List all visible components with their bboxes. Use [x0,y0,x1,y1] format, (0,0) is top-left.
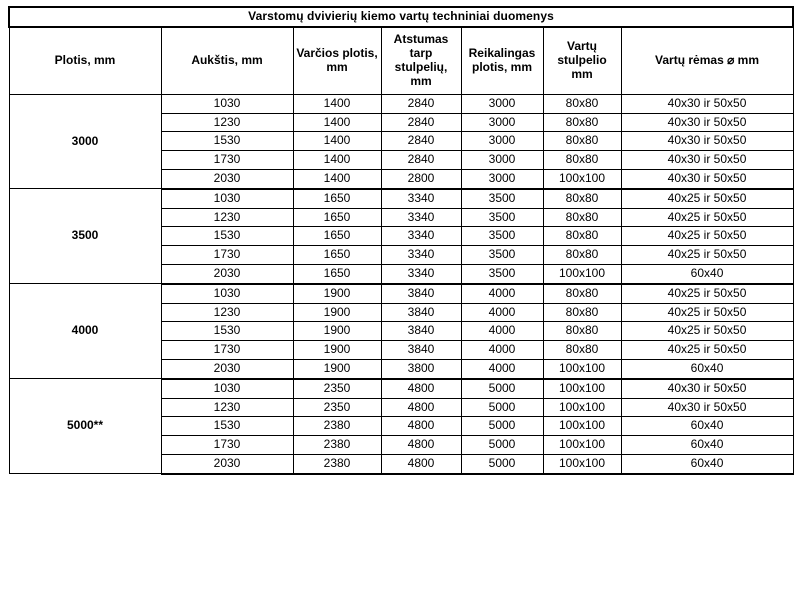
page-title: Varstomų dvivierių kiemo vartų techniniai duomenys [9,7,793,27]
cell-gate-frame: 40x25 ir 50x50 [621,208,793,227]
cell-post-distance: 4800 [381,454,461,473]
cell-gate-post: 100x100 [543,398,621,417]
cell-gate-post: 80x80 [543,113,621,132]
cell-gate-frame: 40x25 ir 50x50 [621,227,793,246]
cell-required-width: 4000 [461,322,543,341]
table-row [9,379,793,398]
cell-required-width: 5000 [461,398,543,417]
cell-leaf-width: 1650 [293,264,381,283]
cell-gate-post: 100x100 [543,264,621,283]
cell-height: 1730 [161,436,293,455]
cell-post-distance: 3800 [381,359,461,378]
cell-leaf-width: 2380 [293,417,381,436]
cell-leaf-width: 1400 [293,169,381,188]
cell-height: 1730 [161,151,293,170]
cell-height: 1030 [161,379,293,398]
cell-gate-post: 80x80 [543,189,621,208]
cell-height: 1530 [161,132,293,151]
cell-post-distance: 4800 [381,398,461,417]
cell-leaf-width: 1650 [293,189,381,208]
cell-required-width: 5000 [461,417,543,436]
cell-gate-frame: 40x30 ir 50x50 [621,94,793,113]
cell-required-width: 5000 [461,379,543,398]
cell-gate-frame: 40x30 ir 50x50 [621,398,793,417]
cell-gate-frame: 40x25 ir 50x50 [621,322,793,341]
cell-leaf-width: 1650 [293,208,381,227]
cell-required-width: 3500 [461,189,543,208]
cell-leaf-width: 2380 [293,454,381,473]
cell-required-width: 5000 [461,436,543,455]
column-header-gate-post-label: Vartų stulpelio mm [557,39,607,81]
cell-height: 1730 [161,246,293,265]
cell-gate-frame: 40x30 ir 50x50 [621,132,793,151]
table-row [9,284,793,303]
cell-required-width: 4000 [461,359,543,378]
cell-height: 1230 [161,303,293,322]
cell-height: 1530 [161,322,293,341]
row-group-width: 4000 [9,284,161,379]
cell-leaf-width: 1400 [293,151,381,170]
cell-leaf-width: 1400 [293,132,381,151]
cell-leaf-width: 1650 [293,227,381,246]
column-header-gate-frame [621,27,793,95]
cell-gate-post: 80x80 [543,227,621,246]
cell-height: 1030 [161,189,293,208]
column-header-gate-frame-label: Vartų rėmas [655,52,724,67]
cell-gate-frame: 40x30 ir 50x50 [621,379,793,398]
column-header-required-width: Reikalingas plotis, mm [461,27,543,95]
cell-required-width: 3500 [461,208,543,227]
cell-gate-post: 80x80 [543,151,621,170]
diameter-icon: ⌀ [727,52,735,67]
cell-gate-frame: 40x30 ir 50x50 [621,169,793,188]
column-header-height: Aukštis, mm [161,27,293,95]
column-header-frame-unit: mm [737,52,760,67]
cell-height: 2030 [161,264,293,283]
cell-required-width: 3000 [461,151,543,170]
cell-gate-post: 100x100 [543,436,621,455]
cell-post-distance: 3840 [381,322,461,341]
cell-gate-post: 80x80 [543,284,621,303]
column-header-width: Plotis, mm [9,27,161,95]
cell-height: 1030 [161,94,293,113]
cell-gate-post: 80x80 [543,322,621,341]
cell-post-distance: 2840 [381,113,461,132]
cell-gate-post: 100x100 [543,454,621,473]
cell-post-distance: 4800 [381,417,461,436]
cell-gate-post: 80x80 [543,341,621,360]
cell-leaf-width: 1400 [293,113,381,132]
cell-gate-frame: 40x30 ir 50x50 [621,113,793,132]
cell-post-distance: 2840 [381,94,461,113]
cell-required-width: 3500 [461,264,543,283]
cell-leaf-width: 1900 [293,359,381,378]
cell-leaf-width: 1900 [293,341,381,360]
cell-leaf-width: 1900 [293,322,381,341]
cell-gate-post: 100x100 [543,169,621,188]
cell-leaf-width: 2350 [293,379,381,398]
cell-gate-frame: 40x25 ir 50x50 [621,303,793,322]
cell-required-width: 5000 [461,454,543,473]
cell-height: 1030 [161,284,293,303]
cell-leaf-width: 2350 [293,398,381,417]
column-header-gate-post [543,27,621,95]
cell-post-distance: 3340 [381,246,461,265]
cell-required-width: 3000 [461,132,543,151]
technical-data-table [8,6,794,475]
cell-gate-frame: 40x25 ir 50x50 [621,189,793,208]
cell-required-width: 4000 [461,341,543,360]
table-row [9,189,793,208]
cell-gate-frame: 60x40 [621,359,793,378]
table-title-row [9,7,793,27]
cell-gate-post: 80x80 [543,303,621,322]
cell-post-distance: 2840 [381,132,461,151]
cell-gate-frame: 40x25 ir 50x50 [621,341,793,360]
cell-height: 1230 [161,398,293,417]
cell-gate-post: 80x80 [543,246,621,265]
cell-leaf-width: 1900 [293,303,381,322]
cell-required-width: 3000 [461,113,543,132]
column-header-leaf-width: Varčios plotis, mm [293,27,381,95]
cell-gate-frame: 60x40 [621,436,793,455]
cell-height: 2030 [161,454,293,473]
cell-leaf-width: 1400 [293,94,381,113]
table-body [9,94,793,473]
cell-height: 1730 [161,341,293,360]
cell-post-distance: 3840 [381,341,461,360]
cell-gate-post: 100x100 [543,359,621,378]
cell-height: 1530 [161,227,293,246]
cell-leaf-width: 1900 [293,284,381,303]
cell-gate-post: 100x100 [543,379,621,398]
cell-post-distance: 3840 [381,303,461,322]
cell-post-distance: 3340 [381,208,461,227]
row-group-width: 3000 [9,94,161,188]
row-group-width: 5000** [9,379,161,474]
cell-gate-post: 80x80 [543,132,621,151]
cell-required-width: 3000 [461,94,543,113]
cell-post-distance: 2840 [381,151,461,170]
cell-post-distance: 4800 [381,436,461,455]
cell-leaf-width: 2380 [293,436,381,455]
cell-gate-frame: 60x40 [621,264,793,283]
table-header-row [9,27,793,95]
cell-height: 2030 [161,359,293,378]
cell-height: 1230 [161,208,293,227]
cell-required-width: 4000 [461,284,543,303]
cell-required-width: 3000 [461,169,543,188]
cell-post-distance: 2800 [381,169,461,188]
cell-gate-post: 100x100 [543,417,621,436]
cell-gate-frame: 60x40 [621,454,793,473]
cell-post-distance: 3340 [381,264,461,283]
cell-gate-post: 80x80 [543,208,621,227]
cell-height: 1530 [161,417,293,436]
cell-leaf-width: 1650 [293,246,381,265]
cell-post-distance: 3340 [381,189,461,208]
cell-post-distance: 4800 [381,379,461,398]
cell-height: 1230 [161,113,293,132]
cell-post-distance: 3340 [381,227,461,246]
row-group-width: 3500 [9,189,161,284]
cell-gate-frame: 40x25 ir 50x50 [621,284,793,303]
cell-gate-frame: 40x25 ir 50x50 [621,246,793,265]
cell-gate-frame: 40x30 ir 50x50 [621,151,793,170]
cell-required-width: 3500 [461,227,543,246]
column-header-post-distance: Atstumas tarp stulpelių, mm [381,27,461,95]
table-row [9,94,793,113]
cell-post-distance: 3840 [381,284,461,303]
cell-gate-frame: 60x40 [621,417,793,436]
cell-required-width: 3500 [461,246,543,265]
cell-gate-post: 80x80 [543,94,621,113]
cell-height: 2030 [161,169,293,188]
cell-required-width: 4000 [461,303,543,322]
